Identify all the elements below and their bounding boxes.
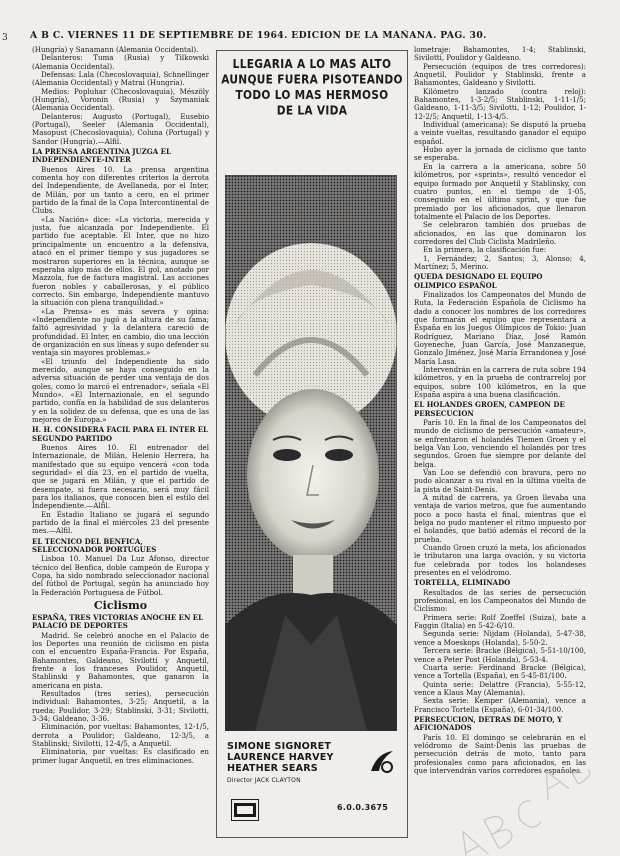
article-paragraph: París 10. En la final de los Campeonatos del mundo de ciclismo de persecución «amateur», se enfrentaron el holandés Tiemen Groen y el belga Van Loo, venciendo el holandés por tres segundos. Groen fue siempre por delante del belga. [414, 417, 586, 469]
article-paragraph: (Hungría) y Sanamann (Alemania Occidental). [32, 46, 199, 54]
article-paragraph: En la carrera a la americana, sobre 50 kilómetros, por «sprints», resultó vencedor el equipo formado por Anquetil y Stablinsky, con cuatro puntos, en el tiempo de 1-05, conseguido en el último sprint, y que fue premiado por los aficionados, que llenaron totalmente el Palacio de los Deportes. [414, 161, 586, 221]
article-paragraph: «La Nación» dice: «La victoria, merecida y justa, fue alcanzada por Independiente. El partido fue aceptable. El Inter, que no hizo principalmente un encuentro a la defensiva, atacó en el primer tiempo y sus jugadores se mostraron superiores en la técnica, aunque se esperaba algo más de ellos. El gol, anotado por Mazzola, fue de factura magistral. Las acciones fueron nobles y caballerosas, y el público correcto. Sin embargo, Independiente mantuvo la situación con plena tranquilidad.» [32, 214, 209, 308]
article-headline: TORTELLA, ELIMINADO [414, 578, 511, 588]
article-paragraph: Eliminación, por vueltas: Bahamontes, 12-1/5, derrota a Poulidor; Galdeano, 12-3/5, a Stablinski; Sivilotti, 12-4/5, a Anquetil. [32, 722, 209, 749]
article-paragraph: Madrid. Se celebró anoche en el Palacio de los Deportes una reunión de ciclismo en pista con el encuentro España-Francia. Por España, Bahamontes, Galdeano, Sivilotti y Anquetil, frente a los franceses Poulidor, Anquetil, Stablinski y Bahamontes, que ganaron la americana en pista. [32, 630, 209, 690]
article-paragraph: Resultados de las series de persecución profesional, en los Campeonatos del Mundo de Ciclismo: [414, 587, 586, 614]
column-left [32, 46, 209, 846]
ad-director: Director JACK CLAYTON [227, 777, 301, 784]
article-paragraph: Tercera serie: Bracke (Bélgica), 5-51-10/100, vence a Peter Post (Holanda), 5-53-4. [414, 646, 586, 664]
article-paragraph: Buenos Aires 10. La prensa argentina comenta hoy con diferentes criterios la derrota del Independiente, de Avellaneda, por el Inter, de Milán, por un tanto a cero, en el primer partido de la final de la Copa Intercontinental de Clubs. [32, 164, 209, 216]
article-paragraph: Buenos Aires 10. El entrenador del Internazionale, de Milán, Helenio Herrera, ha manifestado que su equipo vencerá «con toda seguridad» el día 23, en el partido de vuelta, que se jugará en Milán, y que el partido de desempate, si fuera necesario, será muy fácil para los italianos, que conocen bien el estilo del Independiente.—Alfil. [32, 442, 209, 511]
article-paragraph: Intervendrán en la carrera de ruta sobre 194 kilómetros, y en la prueba de contrarreloj por equipos, sobre 100 kilómetros, en la que España aspira a una buena clasificación. [414, 364, 586, 399]
ad-tagline [217, 51, 407, 119]
article-headline: EL TECNICO DEL BENFICA, SELECCIONADOR PORTUGUES [32, 536, 157, 555]
article-paragraph: Persecución (equipos de tres corredores): Anquetil, Poulidor y Stablinski, frente a Bahamontes, Galdeano y Sivilotti. [414, 61, 586, 88]
ad-cast-credits [227, 741, 337, 786]
ad-cast-name: SIMONE SIGNORET [227, 741, 332, 752]
ad-tagline-line: TODO LO MAS HERMOSO [235, 88, 389, 103]
article-paragraph: «La Prensa» es más severa y opina: «Independiente no jugó a la altura de su fama; faltó agresividad y la delantera careció de profundidad. El Inter, en cambio, dio una lección de organización en sus líneas y supo defender su ventaja sin mayores problemas.» [32, 306, 209, 358]
ad-tagline-line: AUNQUE FUERA PISOTEANDO [221, 72, 403, 87]
article-paragraph: Medios: Popluhar (Checoslovaquia), Mészöly (Hungría), Voronin (Rusia) y Szymaniak (Alemania Occidental). [32, 86, 209, 113]
article-headline: ESPAÑA, TRES VICTORIAS ANOCHE EN EL PALACIO DE DEPORTES [32, 613, 204, 631]
article-paragraph: «El triunfo del Independiente ha sido merecido, aunque se haya conseguido en la adversa situación de perder una ventaja de dos goles, como lo marcó el entrenador», señala «El Mundo». «El Internazionale, en el segundo partido, confía en la habilidad de sus delanteros y en la solidez de su defensa, que es una de las mejores de Europa.» [32, 356, 209, 425]
ad-phone-number: 6.0.0.3675 [337, 803, 389, 812]
article-paragraph: Cuando Groen cruzó la meta, los aficionados le tributaron una larga ovación, y su victoria fue celebrada por todos los holandeses presentes en el velódromo. [414, 543, 586, 578]
article-headline: LA PRENSA ARGENTINA JUZGA EL INDEPENDIENTE-INTER [32, 147, 171, 165]
distributor-logo-icon [367, 747, 397, 777]
article-headline: PERSECUCION, DETRAS DE MOTO, Y AFICIONADOS [414, 714, 563, 733]
article-headline: H. H. CONSIDERA FACIL PARA EL INTER EL SEGUNDO PARTIDO [32, 425, 208, 443]
article-paragraph: Hubo ayer la jornada de ciclismo que tanto se esperaba. [414, 145, 586, 163]
page-mark: 3 [2, 33, 8, 43]
page-header: A B C. VIERNES 11 DE SEPTIEMBRE DE 1964. EDICION DE LA MAÑANA. PAG. 30. [30, 30, 487, 41]
ad-tagline-line: LLEGARIA A LO MAS ALTO [232, 57, 392, 72]
ad-cast-name: HEATHER SEARS [227, 763, 318, 774]
actress-portrait [225, 175, 397, 731]
article-paragraph: Delanteros: Tuma (Rusia) y Tilkowski (Alemania Occidental). [32, 53, 209, 71]
article-paragraph: Individual (americana): Se disputó la prueba a veinte vueltas, resultando ganador el equipo español. [414, 120, 586, 146]
article-paragraph: Se celebraron también dos pruebas de aficionados, en las que dominaron los corredores del Club Ciclista Madrileño. [414, 220, 586, 246]
article-paragraph: Segunda serie: Nijdam (Holanda), 5-47-38, vence a Moeskops (Holanda), 5-50-2. [414, 629, 586, 647]
article-paragraph: En la primera, la clasificación fue: [423, 245, 547, 255]
article-paragraph: Lisboa 10. Manuel Da Luz Afonso, director técnico del Benfica, doble campeón de Europa y Copa, ha sido nombrado seleccionador nacional del fútbol de Portugal, según ha anunciado hoy la Federación Portuguesa de Fútbol. [32, 554, 209, 597]
article-paragraph: En Estadio Italiano se jugará el segundo partido de la final el miércoles 23 del presente mes.—Alfil. [32, 509, 209, 536]
cinema-badge-icon [231, 799, 259, 821]
article-paragraph: Eliminatoria, por vueltas: Es clasificado en primer lugar Anquetil, en tres eliminaciones. [32, 747, 209, 765]
article-paragraph: París 10. El domingo se celebrarán en el velódromo de Saint-Denis las pruebas de persecución detrás de moto, tanto para profesionales como para aficionados, en las que intervendrán varios corredores españoles. [414, 732, 586, 775]
article-paragraph: Kilómetro lanzado (contra reloj): Bahamontes, 1-3-2/5; Stablinski, 1-11-1/5; Galdeano, 1-11-3/5; Sivilotti, 1-12; Poulidor, 1-12-2/5; Anquetil, 1-13-4/5. [414, 86, 586, 121]
ad-cast-name: LAURENCE HARVEY [227, 752, 334, 763]
article-paragraph: Cuarta serie: Ferdinand Bracke (Bélgica), vence a Tortella (España), en 5-45-81/100. [414, 662, 586, 681]
article-headline: EL HOLANDES GROEN, CAMPEON DE PERSECUCION [414, 400, 565, 418]
film-advertisement [216, 50, 408, 838]
article-paragraph: Finalizados los Campeonatos del Mundo de Ruta, la Federación Española de Ciclismo ha dado a conocer los nombres de los corredores que formarán el equipo que representará a España en los Juegos Olímpicos de Tokio: Juan Rodríguez, Mariano Díaz, José Ramón Goyeneche, Juan García, José Manzaneque, Gonzalo Jiménez, José María Errandonea y José María Lasa. [414, 289, 586, 366]
article-paragraph: Defensas: Lala (Checoslovaquia), Schnellinger (Alemania Occidental) y Matrai (Hungría). [32, 70, 209, 88]
article-paragraph: lometraje: Bahamontes, 1-4; Stablinski, Sivilotti, Poulidor y Galdeano. [414, 46, 586, 63]
article-paragraph: Sexta serie: Kemper (Alemania), vence a Francisco Tortella (España), 6-01-34/100. [414, 696, 586, 714]
article-paragraph: Van Loo se defendió con bravura, pero no pudo alcanzar a su rival en la última vuelta de la pista de Saint-Denis. [414, 468, 586, 494]
article-headline: QUEDA DESIGNADO EL EQUIPO OLIMPICO ESPAÑOL [414, 272, 543, 290]
article-paragraph: Resultados (tres series), persecución individual: Bahamontes, 3-25; Anquetil, a la rueda; Poulidor, 3-29; Stablinski, 3-31; Sivilotti, 3-34; Galdeano, 3-36. [32, 689, 209, 724]
article-paragraph: A mitad de carrera, ya Groen llevaba una ventaja de varios metros, que fue aumentando poco a poco hasta el final, mientras que el belga no pudo mantener el ritmo impuesto por el holandés, que batió además el récord de la prueba. [414, 493, 586, 544]
article-paragraph: Quinta serie: Delattre (Francia), 5-55-12, vence a Klaus May (Alemania). [414, 679, 586, 697]
column-right [414, 46, 586, 846]
article-paragraph: 1, Fernández; 2, Santos; 3, Alonso; 4, Martínez; 5, Merino. [414, 253, 586, 271]
article-paragraph: Primera serie: Rolf Zoeffel (Suiza), bate a Faggin (Italia) en 5-42-6/10. [414, 612, 586, 631]
ad-tagline-line: DE LA VIDA [276, 103, 348, 119]
section-title: Ciclismo [93, 599, 148, 613]
article-paragraph: Delanteros: Augusto (Portugal), Eusebio (Portugal), Seeler (Alemania Occidental), Masopust (Checoslovaquia), Coluna (Portugal) y Sandor (Hungría).—Alfil. [32, 111, 209, 146]
